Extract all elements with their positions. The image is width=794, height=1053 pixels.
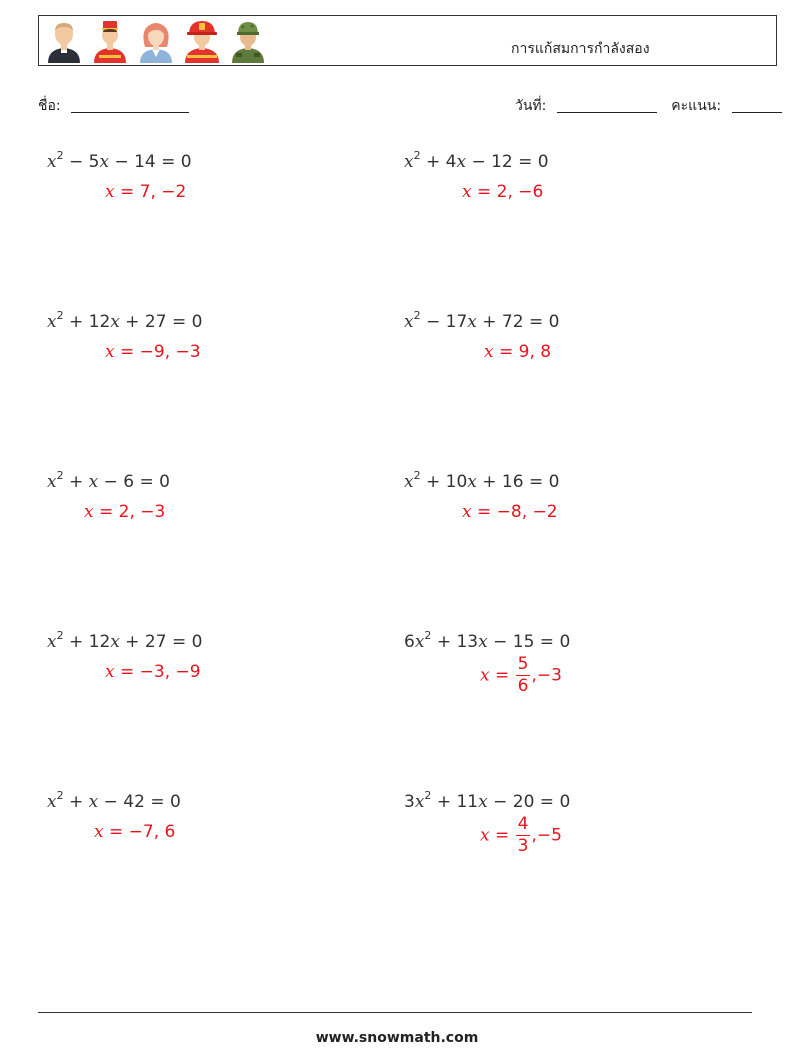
problem-5 <box>47 469 170 522</box>
problem-9 <box>47 789 181 842</box>
problem-10 <box>404 789 571 856</box>
woman-avatar-icon <box>137 19 175 63</box>
answer-fraction: $\frac{5}{6}$ <box>517 654 529 696</box>
problem-answer: x = −3, −9 <box>105 662 201 682</box>
problem-equation: $x^2 + x - 6 = 0$ <box>47 469 170 492</box>
footer-divider <box>38 1012 752 1013</box>
problem-equation: $6x^2 + 13x - 15 = 0$ <box>404 629 571 652</box>
soldier-avatar-icon <box>229 19 267 63</box>
date-label: วันที่: <box>515 98 547 114</box>
problem-2 <box>404 149 549 202</box>
problem-equation: $x^2 + 12x + 27 = 0$ <box>47 629 203 652</box>
problem-answer: x = $\frac{4}{3}$ ,−5 <box>480 814 562 856</box>
problem-equation: $x^2 + x - 42 = 0$ <box>47 789 181 812</box>
problem-answer: x = −9, −3 <box>105 342 201 362</box>
problem-answer: x = −8, −2 <box>462 502 558 522</box>
problem-equation: $x^2 - 5x - 14 = 0$ <box>47 149 192 172</box>
problem-answer: x = −7, 6 <box>94 822 176 842</box>
answer-fraction: $\frac{4}{3}$ <box>517 814 529 856</box>
problem-answer: x = 2, −6 <box>462 182 544 202</box>
bellhop-avatar-icon <box>91 19 129 63</box>
problem-7 <box>47 629 203 682</box>
problem-answer: x = 2, −3 <box>84 502 166 522</box>
worksheet-title: การแก้สมการกำลังสอง <box>511 41 650 57</box>
footer-website[interactable]: www.snowmath.com <box>315 1030 479 1046</box>
score-label: คะแนน: <box>671 98 722 114</box>
name-label: ชื่อ: <box>38 98 61 114</box>
problem-6 <box>404 469 560 522</box>
date-score-fields <box>515 95 782 117</box>
problem-equation: $3x^2 + 11x - 20 = 0$ <box>404 789 571 812</box>
problem-3 <box>47 309 203 362</box>
date-blank-line[interactable] <box>557 98 657 113</box>
score-blank-line[interactable] <box>732 98 782 113</box>
problem-4 <box>404 309 560 362</box>
problem-8 <box>404 629 571 696</box>
name-blank-line[interactable] <box>71 98 189 113</box>
avatar-strip <box>45 19 267 63</box>
problem-answer: x = 7, −2 <box>105 182 187 202</box>
problem-equation: $x^2 + 10x + 16 = 0$ <box>404 469 560 492</box>
firefighter-avatar-icon <box>183 19 221 63</box>
priest-avatar-icon <box>45 19 83 63</box>
problem-equation: $x^2 + 12x + 27 = 0$ <box>47 309 203 332</box>
problem-answer: x = 9, 8 <box>484 342 552 362</box>
worksheet-header <box>38 15 777 66</box>
problem-1 <box>47 149 192 202</box>
problem-equation: $x^2 + 4x - 12 = 0$ <box>404 149 549 172</box>
name-field <box>38 95 189 117</box>
problem-equation: $x^2 - 17x + 72 = 0$ <box>404 309 560 332</box>
problem-answer: x = $\frac{5}{6}$ ,−3 <box>480 654 562 696</box>
